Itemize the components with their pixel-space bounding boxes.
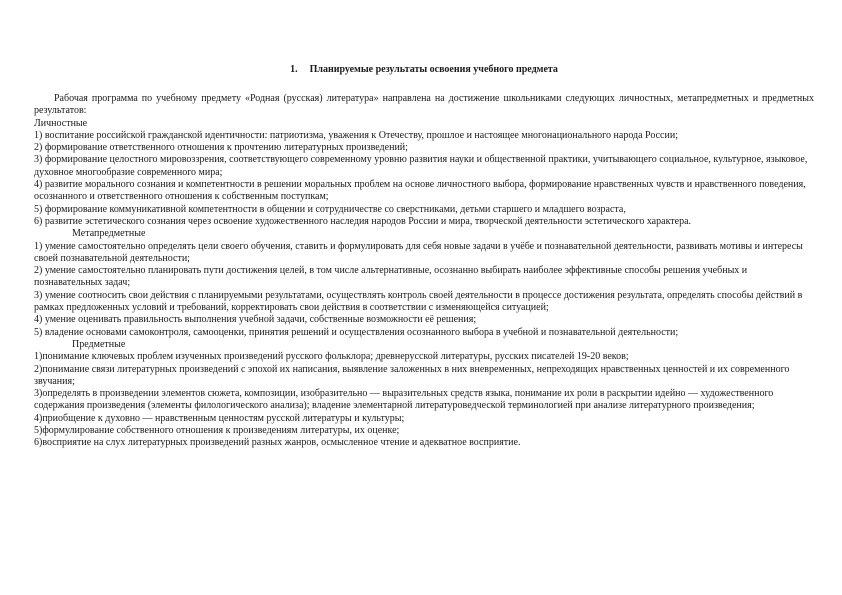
list-item: 5) владение основами самоконтроля, самооценки, принятия решений и осуществления осознанного выбора в учебной и познавательной деятельности; bbox=[34, 326, 679, 338]
list-item: 1) умение самостоятельно определять цели своего обучения, ставить и формулировать для себя новые задачи в учёбе и познавательной деятельности, развивать мотивы и интересы своей познавательной деятельности; bbox=[34, 240, 803, 264]
list-item: 2)понимание связи литературных произведений с эпохой их написания, выявление заложенных в них вневременных, непреходящих нравственных ценностей и их современного звучания; bbox=[34, 363, 790, 387]
title-number: 1. bbox=[290, 64, 298, 75]
intro-paragraph: Рабочая программа по учебному предмету «Родная (русская) литература» направлена на достижение школьниками следующих личностных, метапредметных и предметных результатов: bbox=[34, 93, 814, 117]
list-item: 3)определять в произведении элементов сюжета, композиции, изобразительно — выразительных средств языка, понимание их роли в раскрытии идейно — художественного содержания произведения (элементы филологического анализа); владение элементарной литературоведческой терминологией при анализе литературного произведения; bbox=[34, 388, 774, 412]
list-item: 5)формулирование собственного отношения к произведениям литературы, их оценке; bbox=[34, 425, 400, 437]
list-item: 3) умение соотносить свои действия с планируемыми результатами, осуществлять контроль своей деятельности в процессе достижения результата, определять способы действий в рамках предложенных условий и требований, корректировать свои действия в соответствии с изменяющейся ситуацией; bbox=[34, 289, 803, 314]
list-item: 1) воспитание российской гражданской идентичности: патриотизма, уважения к Отечеству, прошлое и настоящее многонационального народа России; bbox=[34, 129, 678, 141]
section-metasubject bbox=[34, 228, 814, 339]
section-heading-personal: Личностные bbox=[34, 117, 88, 129]
document-title bbox=[34, 64, 814, 76]
list-item: 2) умение самостоятельно планировать пути достижения целей, в том числе альтернативные, осознанно выбирать наиболее эффективные способы решения учебных и познавательных задач; bbox=[34, 265, 748, 289]
metasubject-results-list bbox=[34, 241, 814, 339]
list-item: 6) развитие эстетического сознания через освоение художественного наследия народов России и мира, творческой деятельности эстетического характера. bbox=[34, 215, 692, 227]
list-item: 4)приобщение к духовно — нравственным ценностям русской литературы и культуры; bbox=[34, 412, 405, 424]
list-item: 1)понимание ключевых проблем изученных произведений русского фольклора; древнерусской литературы, русских писателей 19-20 веков; bbox=[34, 351, 629, 363]
section-heading-metasubject: Метапредметные bbox=[72, 228, 146, 240]
list-item: 3) формирование целостного мировоззрения, соответствующего современному уровню развития науки и общественной практики, учитывающего социальное, культурное, языковое, духовное многообразие современного мира; bbox=[34, 154, 808, 178]
section-heading-subject: Предметные bbox=[72, 338, 126, 350]
section-subject bbox=[34, 339, 814, 450]
list-item: 4) умение оценивать правильность выполнения учебной задачи, собственные возможности её решения; bbox=[34, 314, 477, 326]
personal-results-list bbox=[34, 130, 814, 228]
subject-results-list bbox=[34, 351, 814, 449]
list-item: 5) формирование коммуникативной компетентности в общении и сотрудничестве со сверстниками, детьми старшего и младшего возраста, bbox=[34, 203, 626, 215]
list-item: 2) формирование ответственного отношения к прочтению литературных произведений; bbox=[34, 142, 408, 154]
list-item: 6)восприятие на слух литературных произведений разных жанров, осмысленное чтение и адекватное восприятие. bbox=[34, 437, 521, 449]
section-personal bbox=[34, 118, 814, 229]
title-text: Планируемые результаты освоения учебного предмета bbox=[309, 64, 558, 75]
list-item: 4) развитие морального сознания и компетентности в решении моральных проблем на основе личностного выбора, формирование нравственных чувств и нравственного поведения, осознанного и ответственного отношения к собственным поступкам; bbox=[34, 179, 806, 203]
